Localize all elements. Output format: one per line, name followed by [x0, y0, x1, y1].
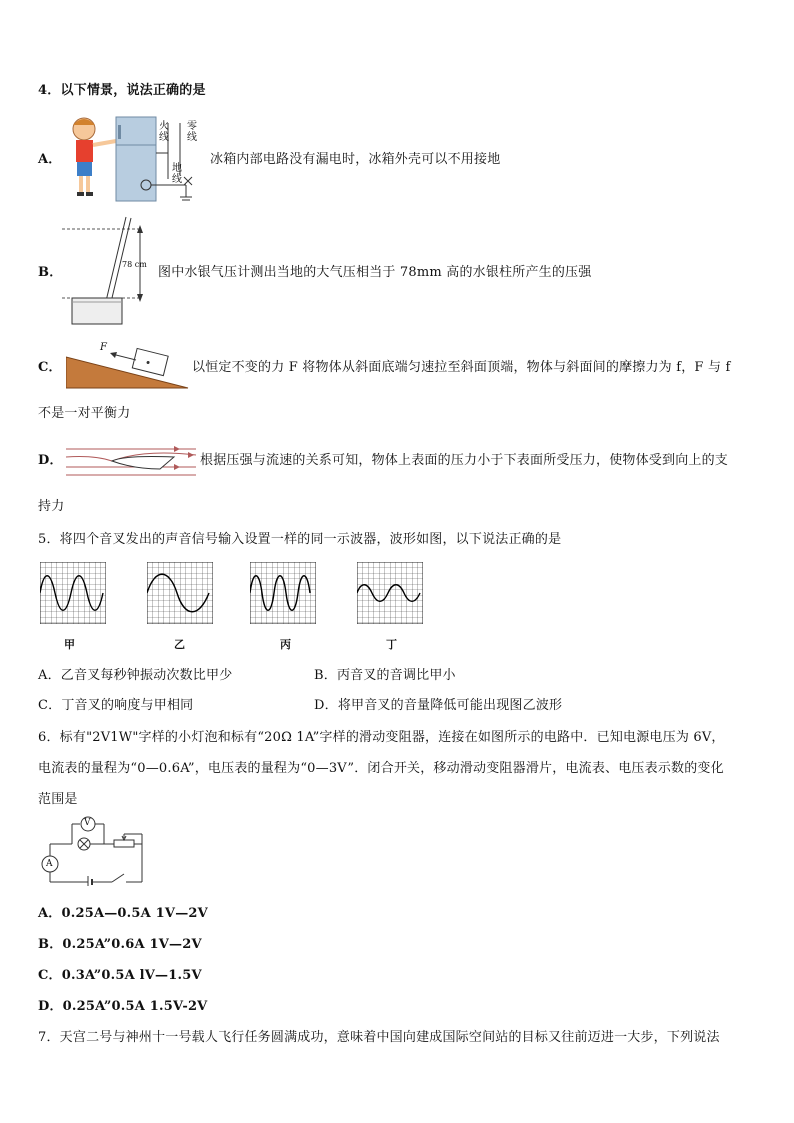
q4-option-d-text-1: 根据压强与流速的关系可知，物体上表面的压力小于下表面所受压力，使物体受到向上的支	[200, 453, 729, 468]
q4-option-a-text: 冰箱内部电路没有漏电时，冰箱外壳可以不用接地	[210, 152, 501, 167]
oscilloscope-ding	[357, 562, 423, 624]
q4-option-b-label: B．	[38, 265, 63, 280]
force-f-label: F	[100, 342, 107, 353]
q4-option-c-text-2: 不是一对平衡力	[38, 406, 131, 421]
q4-option-a-label: A．	[38, 152, 62, 167]
q5-option-a: A．乙音叉每秒钟振动次数比甲少	[38, 668, 233, 683]
fridge-grounding-figure	[64, 113, 204, 205]
ammeter-symbol: A	[46, 859, 53, 869]
q5-option-c: C．丁音叉的响度与甲相同	[38, 698, 194, 713]
incline-figure	[66, 344, 190, 390]
scope-label-ding: 丁	[386, 638, 397, 651]
scope-label-bing: 丙	[280, 638, 291, 651]
barometer-height-label: 78 cm	[122, 260, 147, 269]
live-wire-label: 火线	[159, 121, 169, 143]
q6-stem-line-2: 电流表的量程为“0—0.6A”，电压表的量程为“0—3V”．闭合开关，移动滑动变阻器滑片，电流表、电压表示数的变化	[38, 761, 724, 776]
scope-label-yi: 乙	[174, 638, 185, 651]
q5-stem: 5．将四个音叉发出的声音信号输入设置一样的同一示波器，波形如图，以下说法正确的是	[38, 532, 562, 547]
q6-option-c: C．0.3A”0.5A lV—1.5V	[38, 968, 202, 983]
q6-option-a: A．0.25A—0.5A 1V—2V	[38, 906, 208, 921]
q4-option-b-text: 图中水银气压计测出当地的大气压相当于 78mm 高的水银柱所产生的压强	[158, 265, 592, 280]
oscilloscope-bing	[250, 562, 316, 624]
circuit-diagram	[38, 816, 150, 886]
q4-option-c-label: C．	[38, 360, 62, 375]
q5-option-d: D．将甲音叉的音量降低可能出现图乙波形	[314, 698, 563, 713]
voltmeter-symbol: V	[84, 818, 91, 828]
oscilloscope-jia	[40, 562, 106, 624]
q6-option-d: D．0.25A”0.5A 1.5V-2V	[38, 999, 208, 1014]
mercury-barometer-figure	[62, 214, 158, 328]
airflow-wing-figure	[64, 443, 198, 479]
q6-stem-line-1: 6．标有"2V1W"字样的小灯泡和标有“20Ω 1A”字样的滑动变阻器，连接在如图所示的电路中．已知电源电压为 6V，	[38, 730, 725, 745]
oscilloscope-yi	[147, 562, 213, 624]
q4-stem: 4．以下情景，说法正确的是	[38, 83, 206, 98]
scope-label-jia: 甲	[64, 638, 75, 651]
q4-option-d-label: D．	[38, 453, 63, 468]
neutral-wire-label: 零线	[187, 121, 197, 143]
q5-option-b: B．丙音叉的音调比甲小	[314, 668, 456, 683]
ground-wire-label: 地线	[172, 163, 182, 185]
q7-stem: 7．天宫二号与神州十一号载人飞行任务圆满成功，意味着中国向建成国际空间站的目标又往前迈进一大步，下列说法	[38, 1030, 720, 1045]
q4-option-c-text-1: 以恒定不变的力 F 将物体从斜面底端匀速拉至斜面顶端，物体与斜面间的摩擦力为 f，F 与 f	[192, 360, 731, 375]
q4-option-d-text-2: 持力	[38, 499, 65, 514]
q6-option-b: B．0.25A”0.6A 1V—2V	[38, 937, 202, 952]
q6-stem-line-3: 范围是	[38, 792, 78, 807]
